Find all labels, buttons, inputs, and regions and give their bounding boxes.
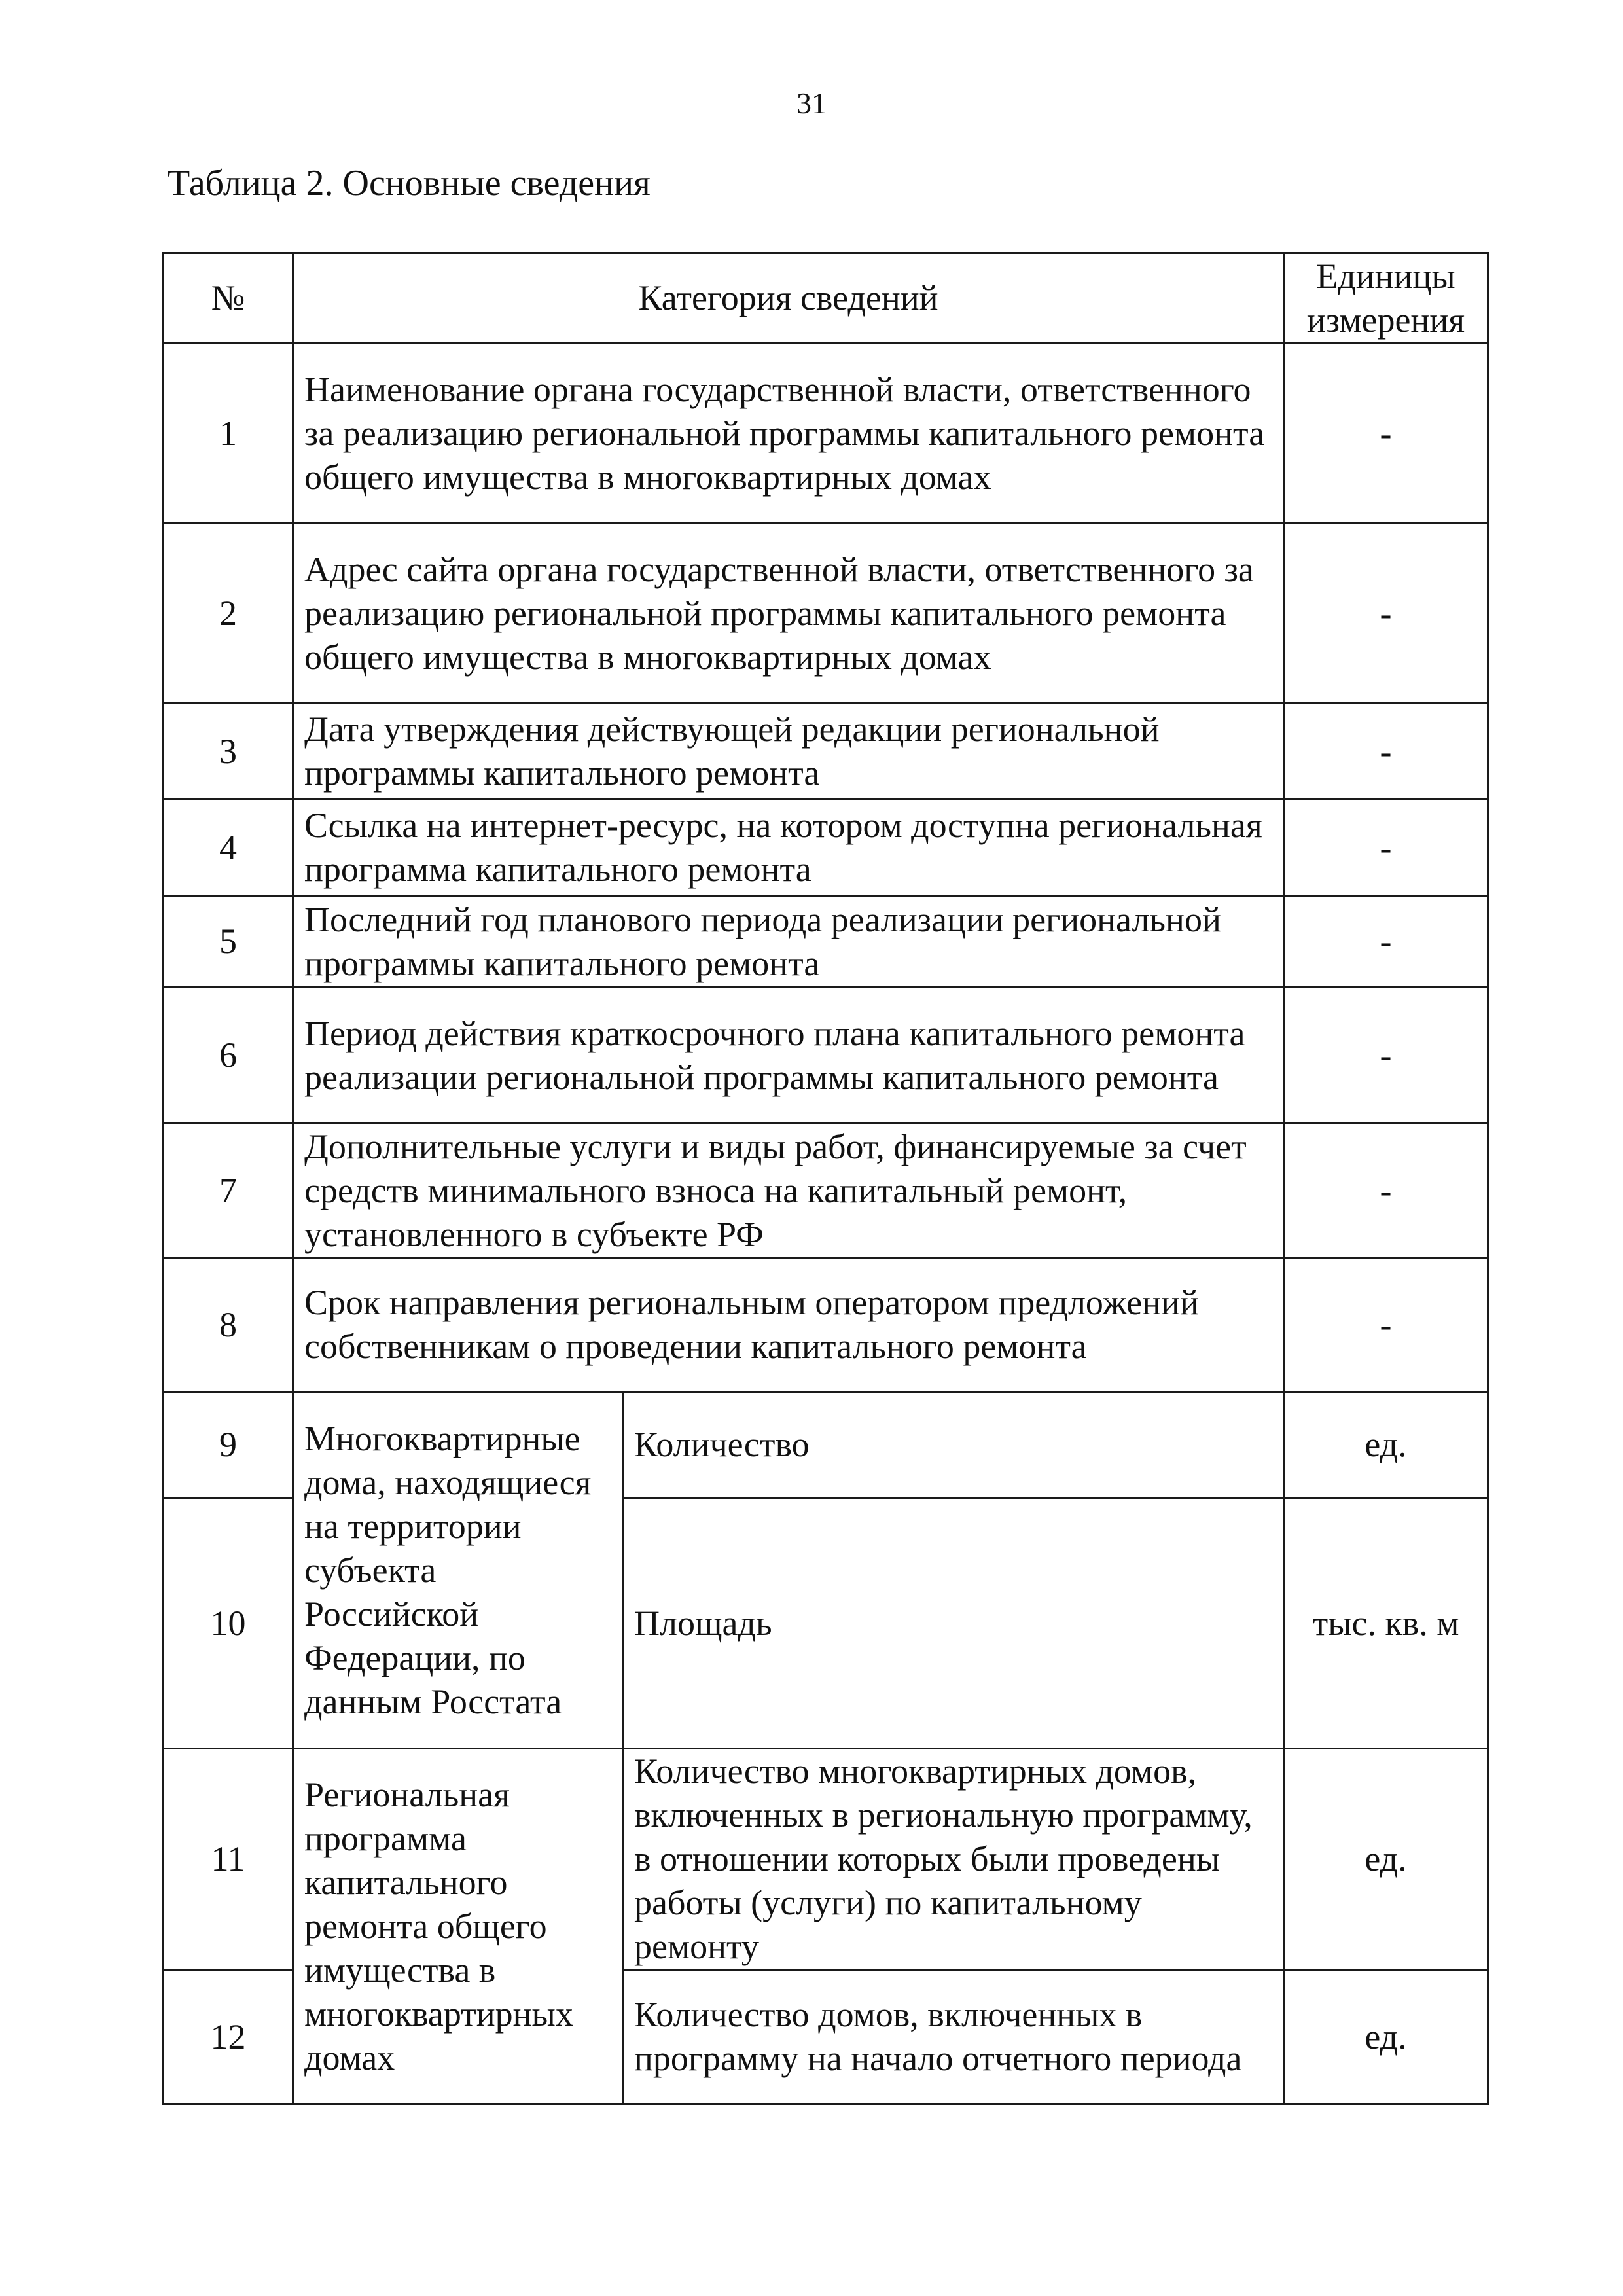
row-units: ед. (1284, 1970, 1488, 2104)
header-number: № (164, 253, 293, 344)
row-number: 8 (164, 1258, 293, 1392)
row-number: 10 (164, 1498, 293, 1749)
row-subcategory: Площадь (623, 1498, 1284, 1749)
row-number: 5 (164, 896, 293, 988)
row-number: 1 (164, 344, 293, 524)
table-row (164, 704, 1488, 800)
row-units: - (1284, 704, 1488, 800)
table-row (164, 800, 1488, 896)
page-number: 31 (796, 86, 827, 120)
row-units: - (1284, 1258, 1488, 1392)
table-row (164, 1124, 1488, 1258)
table-row (164, 896, 1488, 988)
row-units: - (1284, 896, 1488, 988)
row-category: Последний год планового периода реализации региональной программы капитального ремонта (293, 896, 1284, 988)
row-category: Срок направления региональным оператором предложений собственникам о проведении капитального ремонта (293, 1258, 1284, 1392)
row-units: ед. (1284, 1749, 1488, 1970)
row-number: 4 (164, 800, 293, 896)
row-category: Ссылка на интернет-ресурс, на котором доступна региональная программа капитального ремонта (293, 800, 1284, 896)
row-units: - (1284, 800, 1488, 896)
row-subcategory: Количество многоквартирных домов, включенных в региональную программу, в отношении которых были проведены работы (услуги) по капитальному ремонту (623, 1749, 1284, 1970)
row-category: Дополнительные услуги и виды работ, финансируемые за счет средств минимального взноса на капитальный ремонт, установленного в субъекте РФ (293, 1124, 1284, 1258)
table-caption: Таблица 2. Основные сведения (168, 163, 651, 204)
table-row (164, 524, 1488, 704)
row-units: - (1284, 1124, 1488, 1258)
row-category: Дата утверждения действующей редакции региональной программы капитального ремонта (293, 704, 1284, 800)
row-number: 6 (164, 988, 293, 1124)
header-category: Категория сведений (293, 253, 1284, 344)
header-units: Единицы измерения (1284, 253, 1488, 344)
table-row (164, 1258, 1488, 1392)
row-number: 3 (164, 704, 293, 800)
row-number: 2 (164, 524, 293, 704)
row-units: - (1284, 344, 1488, 524)
row-category: Наименование органа государственной власти, ответственного за реализацию региональной программы капитального ремонта общего имущества в многоквартирных домах (293, 344, 1284, 524)
row-number: 12 (164, 1970, 293, 2104)
group-label-mkd-rosstat: Многоквартирные дома, находящиеся на территории субъекта Российской Федерации, по данным Росстата (293, 1392, 623, 1749)
group-label-regional-program: Региональная программа капитального ремонта общего имущества в многоквартирных домах (293, 1749, 623, 2104)
table-row (164, 988, 1488, 1124)
row-subcategory: Количество (623, 1392, 1284, 1498)
table-header-row (164, 253, 1488, 344)
table-row (164, 344, 1488, 524)
row-units: ед. (1284, 1392, 1488, 1498)
row-category: Адрес сайта органа государственной власти, ответственного за реализацию региональной программы капитального ремонта общего имущества в многоквартирных домах (293, 524, 1284, 704)
table-row (164, 1392, 1488, 1498)
row-category: Период действия краткосрочного плана капитального ремонта реализации региональной программы капитального ремонта (293, 988, 1284, 1124)
row-units: - (1284, 988, 1488, 1124)
table-row (164, 1749, 1488, 1970)
row-number: 7 (164, 1124, 293, 1258)
row-number: 11 (164, 1749, 293, 1970)
row-units: - (1284, 524, 1488, 704)
row-subcategory: Количество домов, включенных в программу на начало отчетного периода (623, 1970, 1284, 2104)
row-units: тыс. кв. м (1284, 1498, 1488, 1749)
row-number: 9 (164, 1392, 293, 1498)
main-info-table (162, 252, 1489, 2105)
